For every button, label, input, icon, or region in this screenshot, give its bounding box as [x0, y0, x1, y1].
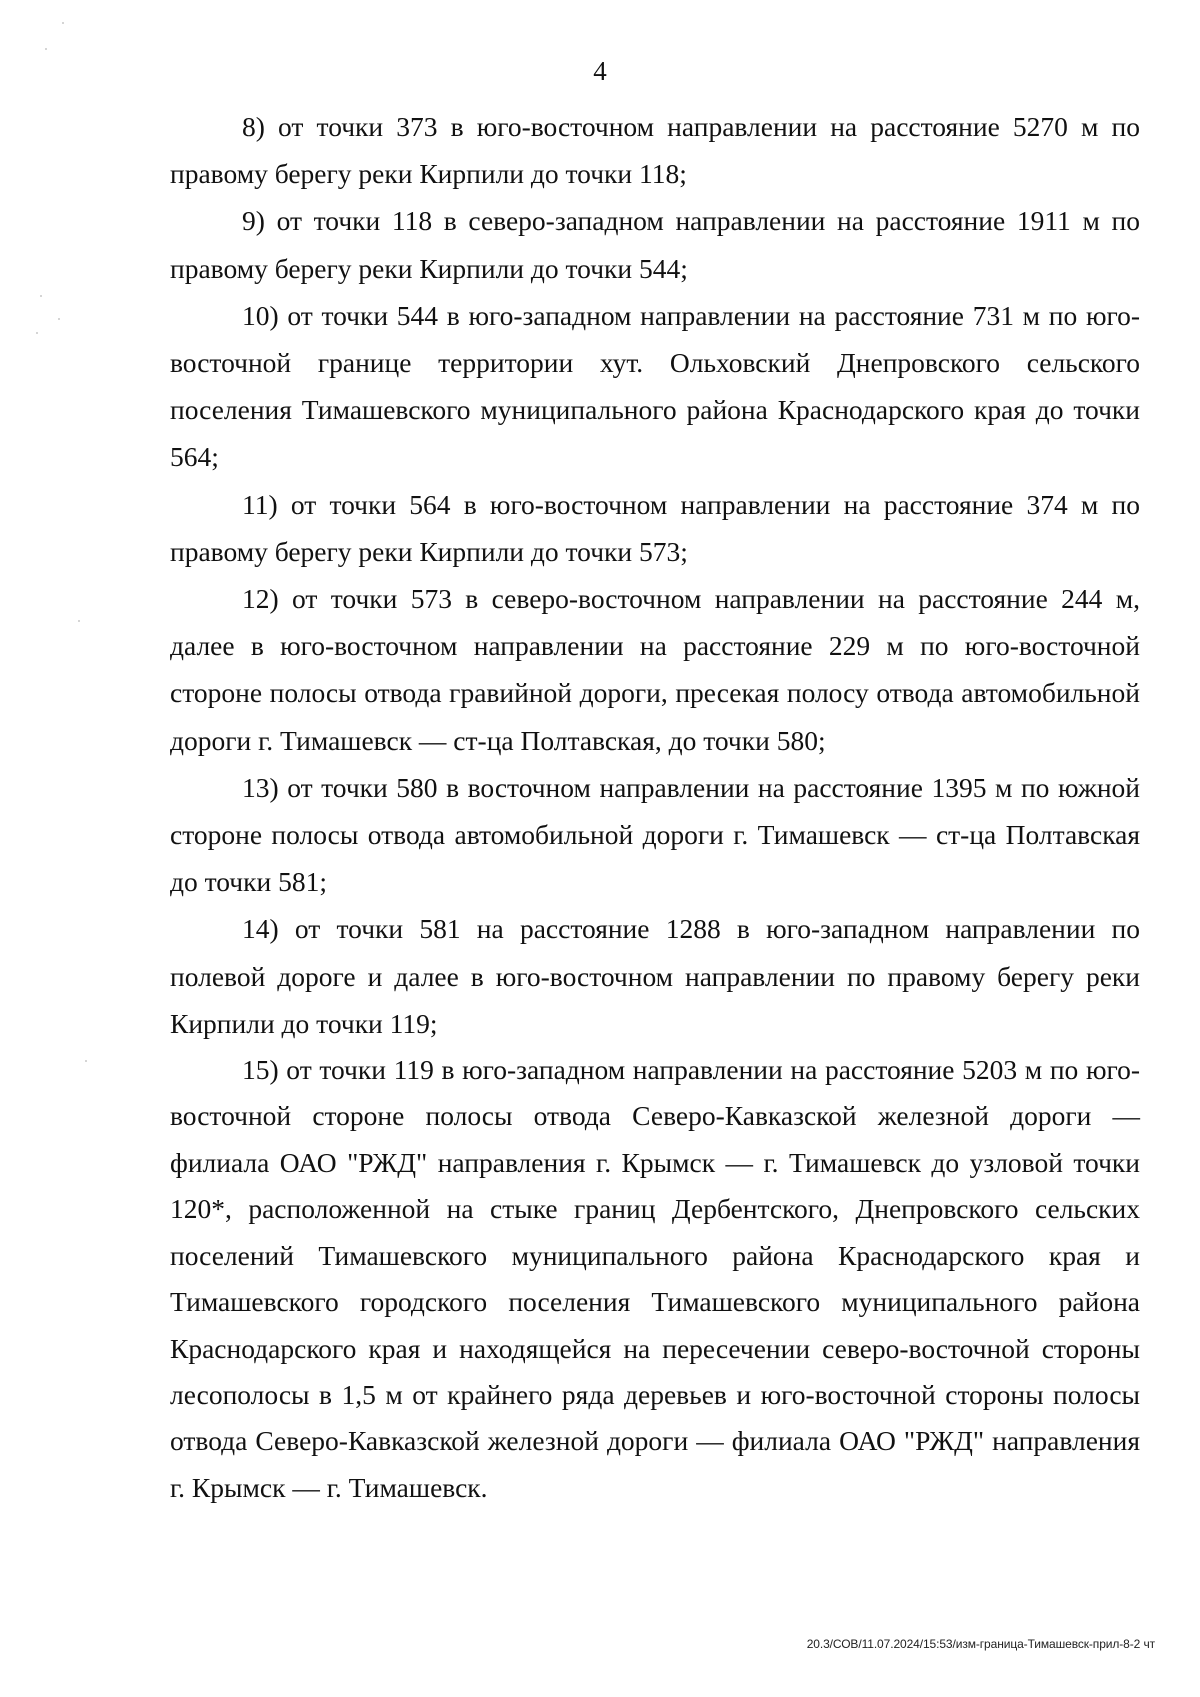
paragraph-11: 11) от точки 564 в юго-восточном направлении на расстояние 374 м по правому берегу реки Кирпили до точки 573;	[170, 488, 1140, 567]
scan-artifact	[78, 620, 80, 622]
paragraph-14: 14) от точки 581 на расстояние 1288 в юго-западном направлении по полевой дороге и далее в юго-восточном направлении по правому берегу реки Кирпили до точки 119;	[170, 913, 1140, 1039]
paragraph-9: 9) от точки 118 в северо-западном направлении на расстояние 1911 м по правому берегу реки Кирпили до точки 544;	[170, 205, 1140, 284]
scan-artifact	[62, 22, 64, 24]
paragraph-13: 13) от точки 580 в восточном направлении на расстояние 1395 м по южной стороне полосы отвода автомобильной дороги г. Тимашевск — ст-ца Полтавская до точки 581;	[170, 771, 1140, 898]
scan-artifact	[40, 295, 42, 297]
document-footer-code: 20.3/СОВ/11.07.2024/15:53/изм-граница-Тимашевск-прил-8-2 чт	[806, 1637, 1155, 1651]
scan-artifact	[45, 48, 47, 50]
document-body	[170, 103, 1140, 1511]
scan-artifact	[58, 318, 60, 320]
paragraph-12: 12) от точки 573 в северо-восточном направлении на расстояние 244 м, далее в юго-восточном направлении на расстояние 229 м по юго-восточной стороне полосы отвода гравийной дороги, пресекая полосу отвода автомобильной дороги г. Тимашевск — ст-ца Полтавская, до точки 580;	[170, 583, 1140, 756]
paragraph-15: 15) от точки 119 в юго-западном направлении на расстояние 5203 м по юго-восточной стороне полосы отвода Северо-Кавказской железной дороги — филиала ОАО "РЖД" направления г. Крымск — г. Тимашевск до узловой точки 120*, расположенной на стыке границ Дербентского, Днепровского сельских поселений Тимашевского муниципального района Краснодарского края и Тимашевского городского поселения Тимашевского муниципального района Краснодарского края и находящейся на пересечении северо-восточной стороны лесополосы в 1,5 м от крайнего ряда деревьев и юго-восточной стороны полосы отвода Северо-Кавказской железной дороги — филиала ОАО "РЖД" направления г. Крымск — г. Тимашевск.	[170, 1054, 1140, 1503]
paragraph-10: 10) от точки 544 в юго-западном направлении на расстояние 731 м по юго-восточной границе территории хут. Ольховский Днепровского сельского поселения Тимашевского муниципального района Краснодарского края до точки 564;	[170, 299, 1140, 473]
paragraph-8: 8) от точки 373 в юго-восточном направлении на расстояние 5270 м по правому берегу реки Кирпили до точки 118;	[170, 111, 1140, 190]
page-number: 4	[593, 56, 607, 86]
scan-artifact	[36, 332, 38, 334]
scan-artifact	[85, 1060, 87, 1062]
